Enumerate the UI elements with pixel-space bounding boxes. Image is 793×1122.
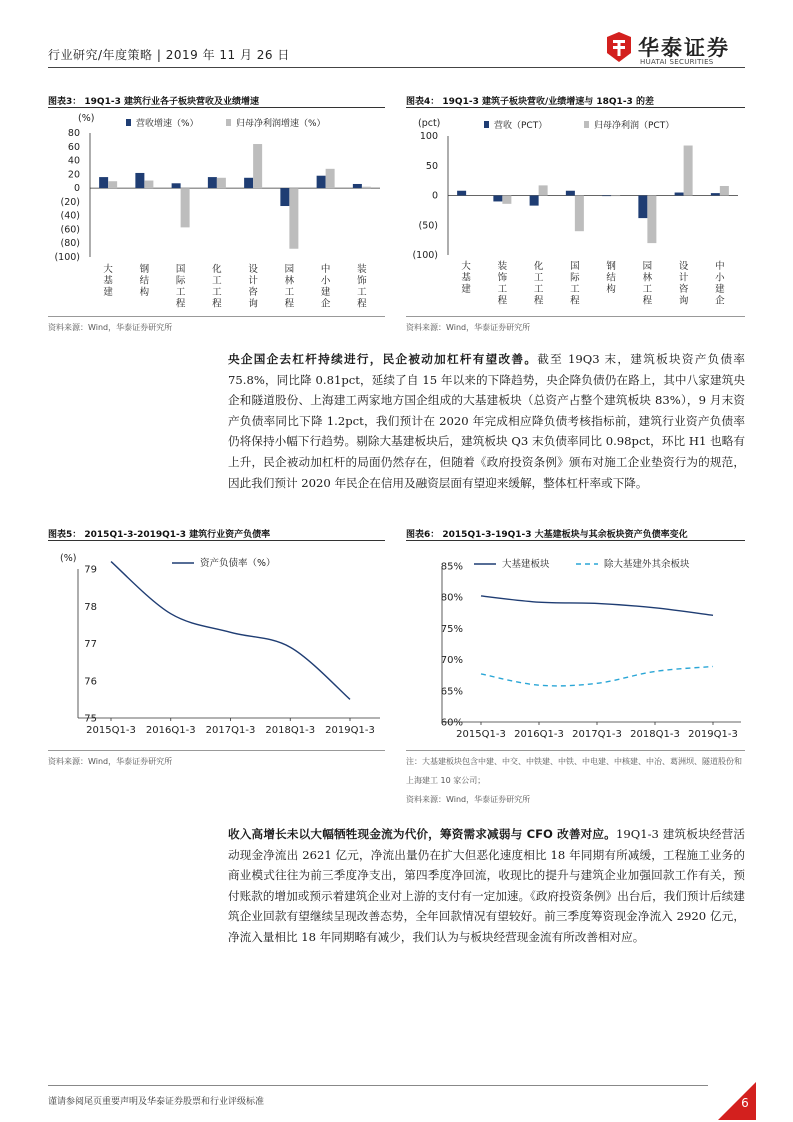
fig3-legend-label: 归母净利润增速（%） [236, 119, 326, 129]
fig3-category-label: 大基建 [103, 264, 113, 298]
fig6-xtick-label: 2015Q1-3 [456, 729, 506, 740]
fig5-xtick-label: 2015Q1-3 [86, 725, 136, 736]
fig3-ytick-label: (20) [60, 196, 80, 208]
fig3-title-rule [48, 107, 385, 108]
fig4-unit-label: (pct) [418, 118, 441, 129]
fig6-ytick-label: 65% [440, 686, 463, 698]
fig3-category-label: 化工工程 [212, 264, 222, 310]
fig6-xtick-label: 2017Q1-3 [572, 729, 622, 740]
fig4-category-label: 设计咨询 [678, 261, 689, 307]
fig5-chart [48, 542, 385, 748]
fig3-bar-b [217, 178, 226, 188]
fig3-chart [48, 109, 385, 314]
fig3-bar-b [362, 187, 371, 188]
fig4-category-label: 园林工程 [642, 261, 653, 307]
fig6-ytick-label: 60% [440, 717, 463, 729]
fig3-ytick-label: (80) [60, 238, 80, 250]
fig5-bottom-rule [48, 750, 385, 751]
fig5-xtick-label: 2019Q1-3 [325, 725, 375, 736]
fig5-ytick-label: 78 [84, 601, 97, 613]
fig4-bar-a [711, 193, 720, 195]
fig3-ytick-label: 40 [67, 155, 80, 167]
fig5-ytick-label: 76 [84, 676, 97, 688]
fig3-category-label: 园林工程 [284, 264, 295, 310]
paragraph-1 [228, 349, 745, 493]
logo-en: HUATAI SECURITIES [640, 58, 714, 66]
fig4-bar-a [638, 196, 647, 219]
fig4-ytick-label: 100 [419, 131, 438, 142]
fig3-bar-a [135, 173, 144, 188]
fig3-category-label: 国际工程 [175, 264, 186, 310]
fig4-bar-a [493, 196, 502, 202]
fig3-ytick-label: (60) [60, 224, 80, 236]
paragraph-1-body: 截至 19Q3 末，建筑板块资产负债率 75.8%，同比降 0.81pct，延续了自 15 年以来的下降趋势，央企降负债仍在路上，其中八家建筑央企和隧道股份、上海建工两家地方国企组成的大基建板块（总资产占整个建筑板块 83%），9 月末资产负债率同比下降 1.2pct，我们预计在 2020 年完成相应降负债考核指标前，建筑行业资产负债率仍将保持小幅下行趋势。剔除大基建板块后，建筑板块 Q3 末负债率同比 0.98pct，环比 H1 也略有上升，民企被动加杠杆的局面仍然存在，但随着《政府投资条例》颁布对施工企业垫资行为的规范，因此我们预计 2020 年民企在信用及融资层面有望迎来缓解，整体杠杆率或下降。 [228, 352, 745, 490]
fig6-title: 图表6： 2015Q1-3-19Q1-3 大基建板块与其余板块资产负债率变化 [406, 530, 688, 540]
huatai-logo-icon [604, 31, 634, 63]
fig4-bottom-rule [406, 316, 745, 317]
fig6-ytick-label: 85% [440, 561, 463, 573]
fig4-bar-a [457, 191, 466, 196]
fig6-xtick-label: 2018Q1-3 [630, 729, 680, 740]
fig3-category-label: 设计咨询 [248, 264, 258, 310]
fig3-bar-b [253, 144, 262, 188]
fig4-legend-label: 归母净利润（PCT） [594, 121, 675, 131]
fig4-legend-swatch [484, 121, 489, 128]
fig3-bar-a [280, 188, 289, 206]
fig3-bar-a [172, 183, 181, 188]
fig4-ytick-label: (100) [412, 250, 438, 261]
fig4-category-label: 装饰工程 [497, 261, 508, 307]
fig4-bar-b [647, 196, 656, 244]
fig6-ytick-label: 75% [440, 623, 463, 635]
fig6-legend-label: 除大基建外其余板块 [604, 559, 690, 570]
fig4-bar-a [602, 196, 611, 197]
paragraph-1-lead: 央企国企去杠杆持续进行，民企被动加杠杆有望改善。 [228, 352, 538, 366]
footer-disclaimer: 谨请参阅尾页重要声明及华泰证券股票和行业评级标准 [48, 1097, 265, 1107]
fig6-note: 注：大基建板块包含中建、中交、中铁建、中铁、中电建、中核建、中冶、葛洲坝、隧道股份和上海建工 10 家公司； [406, 757, 742, 785]
fig5-xtick-label: 2016Q1-3 [145, 725, 196, 736]
fig3-ytick-label: (40) [60, 210, 80, 222]
fig3-ytick-label: 60 [67, 141, 80, 153]
logo-cn: 华泰证券 [638, 36, 730, 60]
fig3-unit-label: (%) [78, 113, 95, 124]
fig4-bar-a [566, 191, 575, 196]
fig4-chart [406, 109, 745, 314]
fig5-xtick-label: 2017Q1-3 [205, 725, 256, 736]
fig3-ytick-label: 20 [67, 169, 80, 181]
fig5-ytick-label: 75 [84, 713, 97, 725]
fig3-bottom-rule [48, 316, 385, 317]
fig3-bar-b [326, 169, 335, 188]
fig6-bottom-rule [406, 750, 745, 751]
fig3-category-label: 装饰工程 [357, 264, 367, 310]
fig4-bar-a [675, 193, 684, 196]
paragraph-2-lead: 收入高增长未以大幅牺牲现金流为代价，筹资需求减弱与 CFO 改善对应。 [228, 827, 616, 841]
fig4-bar-b [539, 185, 548, 195]
fig3-bar-a [208, 177, 217, 188]
fig4-ytick-label: (50) [418, 220, 438, 232]
fig3-bar-b [144, 181, 153, 189]
fig4-ytick-label: 0 [431, 190, 438, 202]
fig4-category-label: 国际工程 [570, 261, 580, 307]
fig6-xtick-label: 2019Q1-3 [688, 729, 738, 740]
header-divider [48, 67, 745, 68]
fig5-title-rule [48, 540, 385, 541]
paragraph-2-body: 19Q1-3 建筑板块经营活动现金净流出 2621 亿元，净流出量仍在扩大但恶化速度相比 18 年同期有所减缓，工程施工业务的商业模式往往为前三季度净支出，第四季度净回流，收现比的提升与建筑企业加强回款工作有关，预付账款的增加或预示着建筑企业对上游的支付有一定加速。《政府投资条例》出台后，我们预计后续建筑企业回款有望继续呈现改善态势，全年回款情况有望较好。前三季度筹资现金净流入 2920 亿元，净流入量相比 18 年同期略有减少，我们认为与板块经营现金流有所改善相对应。 [228, 827, 746, 944]
fig3-source: 资料来源：Wind，华泰证券研究所 [48, 323, 173, 332]
fig3-bar-a [99, 177, 108, 188]
header-text: 行业研究/年度策略 | 2019 年 11 月 26 日 [48, 48, 290, 62]
fig3-ytick-label: (100) [54, 252, 80, 263]
fig5-title: 图表5： 2015Q1-3-2019Q1-3 建筑行业资产负债率 [48, 530, 271, 540]
fig4-source: 资料来源：Wind，华泰证券研究所 [406, 323, 531, 332]
page-number-badge [718, 1082, 756, 1120]
fig6-xtick-label: 2016Q1-3 [514, 729, 564, 740]
fig4-bar-a [530, 196, 539, 206]
fig3-bar-a [317, 176, 326, 188]
fig4-bar-b [720, 186, 729, 196]
fig5-xtick-label: 2018Q1-3 [265, 725, 316, 736]
fig6-ytick-label: 80% [440, 592, 463, 604]
fig5-series-line-0 [111, 562, 350, 700]
fig6-series-line-1 [481, 666, 713, 685]
paragraph-2 [228, 824, 745, 948]
fig6-title-rule [406, 540, 745, 541]
fig4-title-rule [406, 107, 745, 108]
fig5-source: 资料来源：Wind，华泰证券研究所 [48, 757, 173, 766]
fig6-chart [406, 542, 745, 748]
fig3-legend-swatch [126, 119, 131, 126]
page-number: 6 [741, 1096, 749, 1110]
fig4-legend-swatch [584, 121, 589, 128]
fig6-ytick-label: 70% [440, 655, 463, 667]
fig6-series-line-0 [481, 596, 713, 615]
fig3-category-label: 钢结构 [139, 264, 150, 298]
fig5-unit-label: (%) [60, 553, 77, 564]
fig3-ytick-label: 0 [73, 183, 80, 195]
fig4-bar-b [575, 196, 584, 232]
fig4-ytick-label: 50 [425, 160, 438, 172]
fig4-category-label: 钢结构 [606, 261, 616, 295]
fig4-title: 图表4： 19Q1-3 建筑子板块营收/业绩增速与 18Q1-3 的差 [406, 97, 654, 107]
fig3-bar-b [108, 181, 117, 188]
fig4-category-label: 中小建企 [715, 261, 725, 307]
fig3-legend-label: 营收增速（%） [136, 119, 199, 129]
fig4-bar-b [611, 196, 620, 197]
fig4-category-label: 化工工程 [533, 261, 544, 307]
fig4-bar-b [502, 196, 511, 204]
fig3-category-label: 中小建企 [320, 264, 331, 310]
fig5-ytick-label: 77 [84, 639, 97, 650]
fig3-bar-a [353, 184, 362, 188]
fig4-category-label: 大基建 [461, 261, 471, 295]
fig3-bar-a [244, 178, 253, 188]
fig3-title: 图表3： 19Q1-3 建筑行业各子板块营收及业绩增速 [48, 97, 259, 107]
fig3-bar-b [289, 188, 298, 249]
fig3-legend-swatch [226, 119, 231, 126]
fig6-legend-label: 大基建板块 [502, 559, 550, 570]
fig6-source: 资料来源：Wind，华泰证券研究所 [406, 795, 531, 804]
fig5-legend-label: 资产负债率（%） [200, 558, 276, 569]
fig5-ytick-label: 79 [84, 564, 97, 576]
fig3-bar-b [181, 188, 190, 227]
footer-divider [48, 1085, 708, 1086]
fig4-legend-label: 营收（PCT） [494, 121, 548, 131]
fig4-bar-b [684, 146, 693, 196]
fig3-ytick-label: 80 [67, 128, 80, 139]
